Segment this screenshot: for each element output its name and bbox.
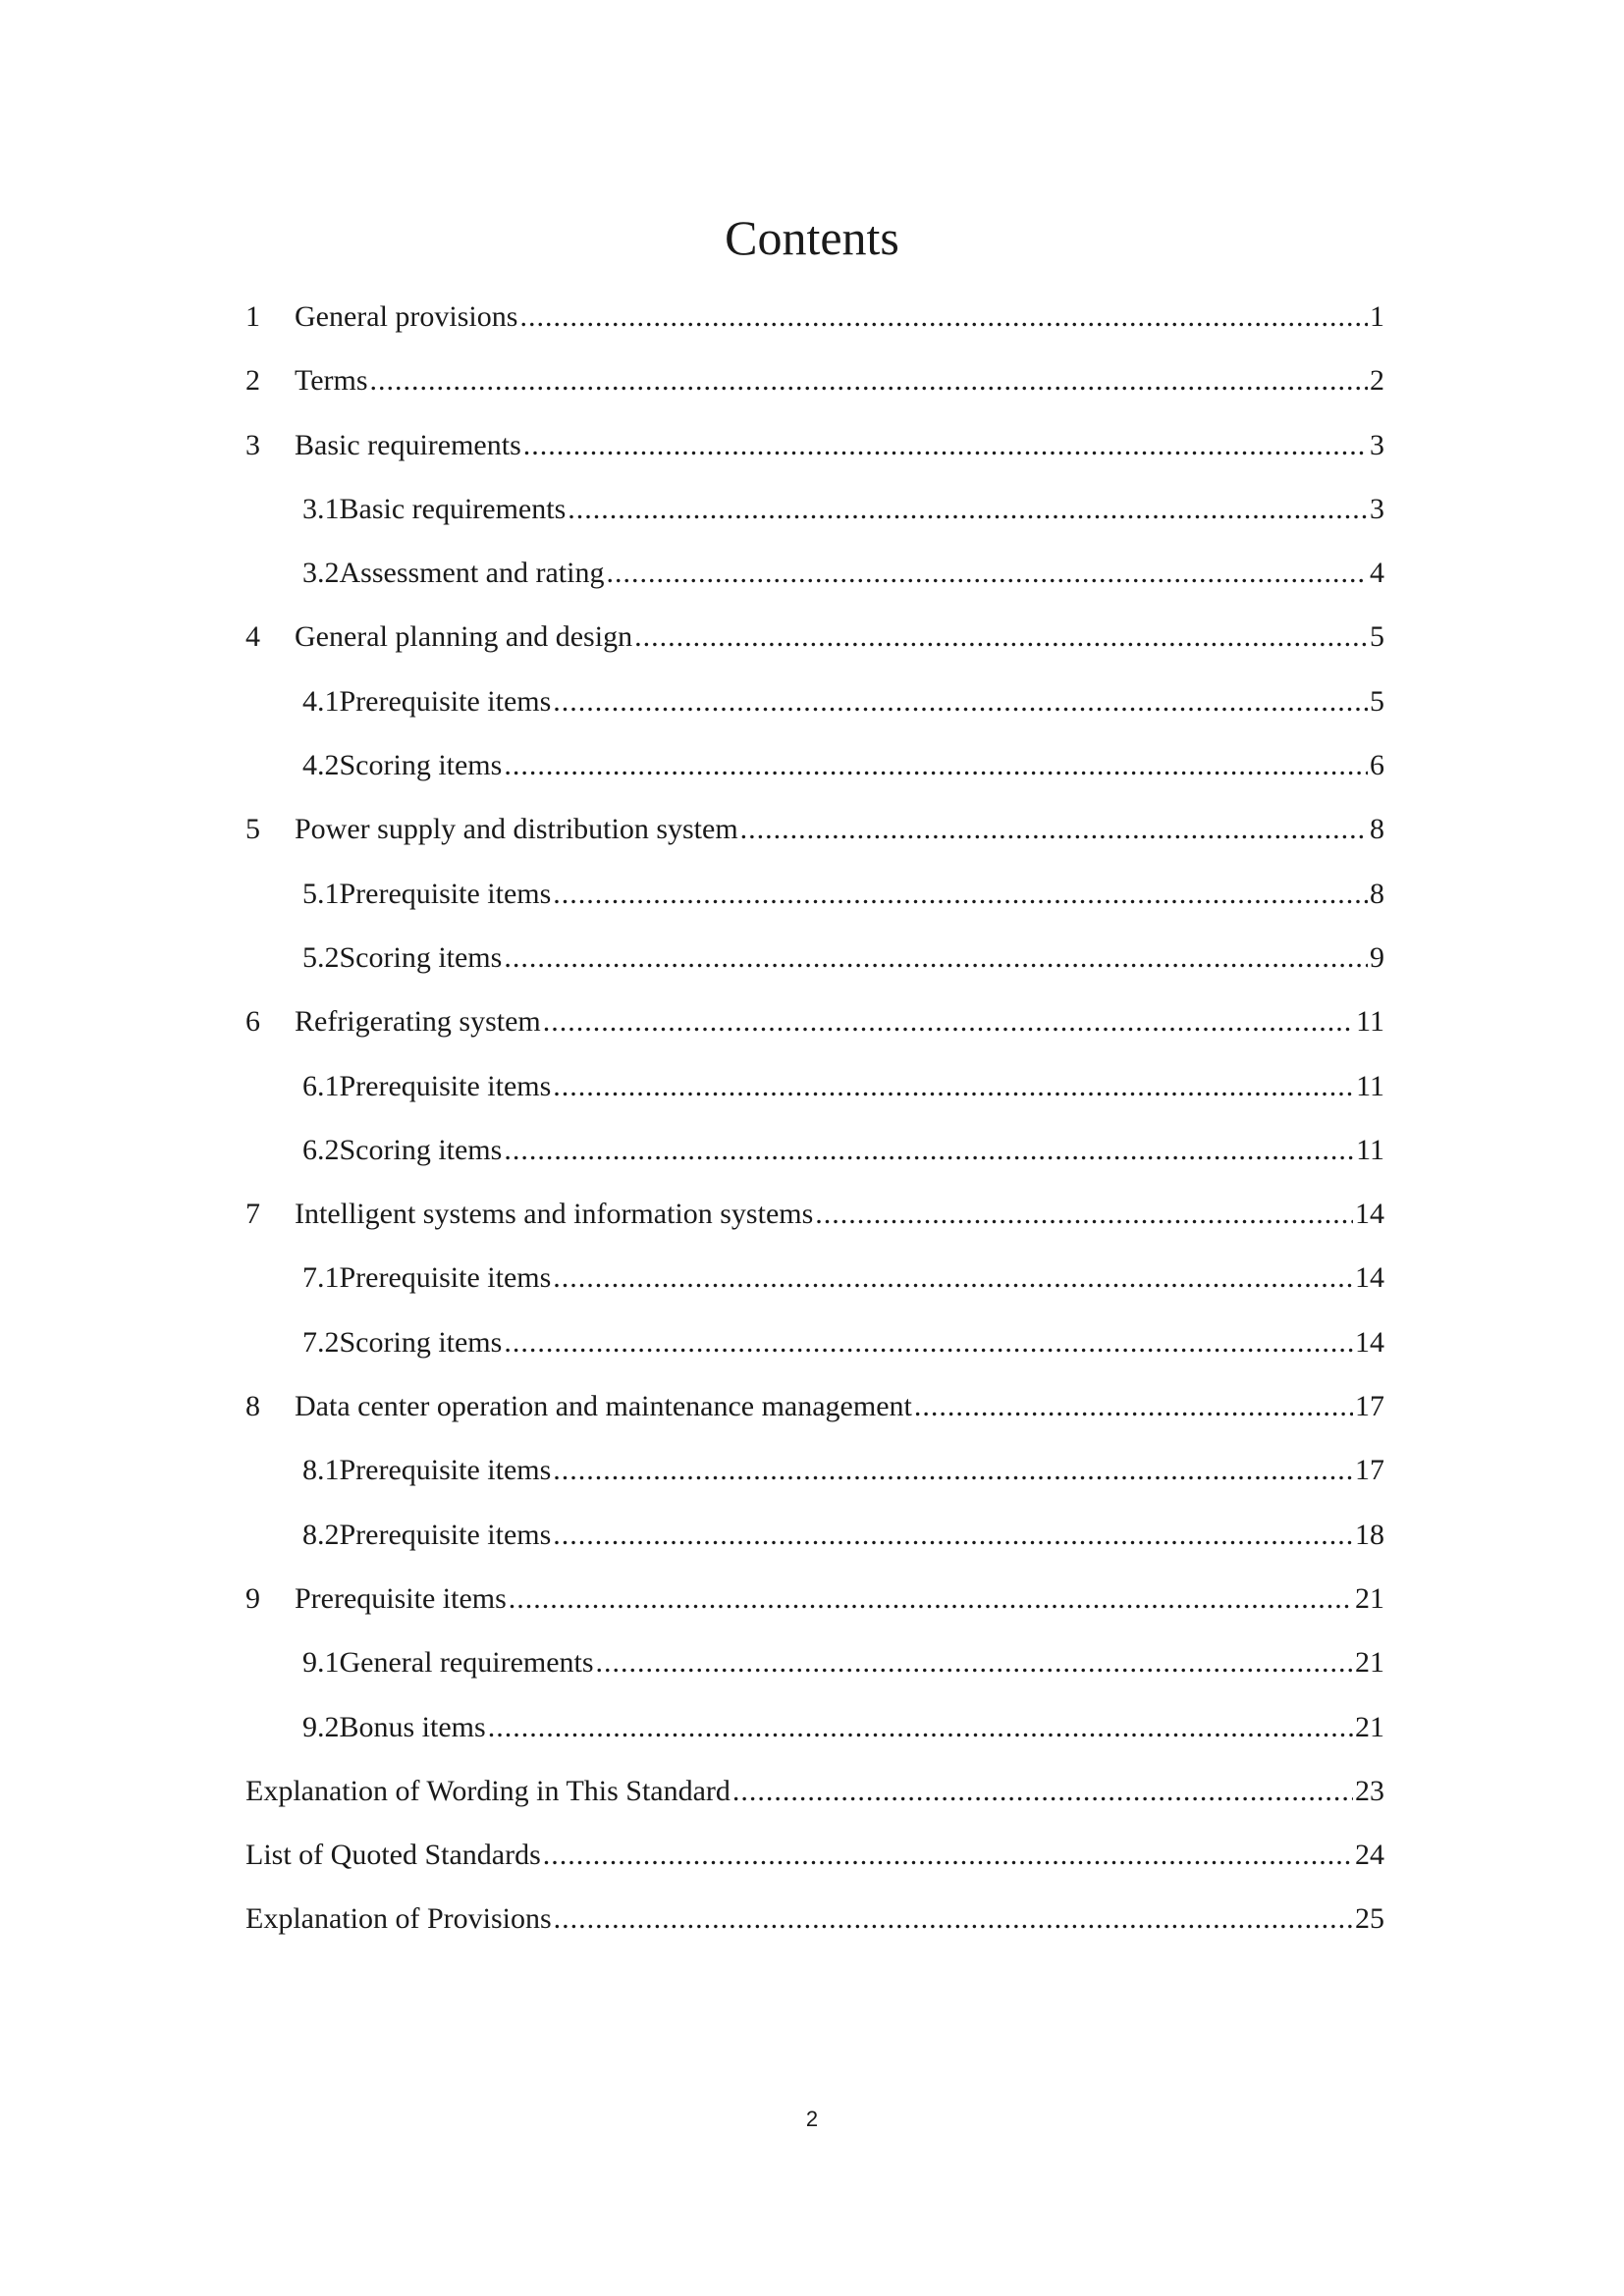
toc-entry-page-number: 9 <box>1370 940 1384 974</box>
toc-entry-number: 6.2 <box>302 1133 340 1166</box>
toc-entry-label: List of Quoted Standards <box>245 1839 541 1872</box>
toc-entry-page-number: 24 <box>1355 1839 1384 1872</box>
toc-entry-label: Scoring items <box>339 940 503 974</box>
toc-entry-page-number: 23 <box>1355 1774 1384 1807</box>
toc-subsection-entry[interactable] <box>245 1630 1384 1694</box>
toc-entry-label: Terms <box>295 364 368 398</box>
toc-entry-number: 9.1 <box>302 1646 340 1680</box>
toc-section-entry[interactable] <box>245 605 1384 668</box>
toc-section-entry[interactable] <box>245 1823 1384 1887</box>
toc-section-entry[interactable] <box>245 413 1384 477</box>
dot-leader <box>815 1182 1353 1246</box>
dot-leader <box>553 862 1368 926</box>
toc-entry-number: 8.1 <box>302 1454 340 1487</box>
toc-entry-label: General requirements <box>339 1646 594 1680</box>
toc-section-entry[interactable] <box>245 348 1384 412</box>
page-number: 2 <box>805 2107 819 2131</box>
toc-subsection-entry[interactable] <box>245 1695 1384 1759</box>
toc-entry-page-number: 21 <box>1355 1646 1384 1680</box>
toc-entry-label: Bonus items <box>339 1710 486 1743</box>
dot-leader <box>606 541 1368 605</box>
toc-entry-page-number: 21 <box>1355 1581 1384 1615</box>
toc-entry-number: 5.1 <box>302 877 340 910</box>
toc-entry-page-number: 17 <box>1355 1454 1384 1487</box>
toc-entry-page-number: 14 <box>1355 1325 1384 1359</box>
toc-entry-label: Scoring items <box>339 749 503 782</box>
dot-leader <box>504 733 1368 797</box>
toc-entry-page-number: 11 <box>1356 1005 1384 1039</box>
toc-entry-number: 5 <box>245 813 260 846</box>
toc-entry-page-number: 5 <box>1370 620 1384 654</box>
toc-subsection-entry[interactable] <box>245 1118 1384 1182</box>
dot-leader <box>914 1374 1353 1438</box>
dot-leader <box>504 926 1368 989</box>
page-title: Contents <box>725 210 899 265</box>
toc-entry-label: Prerequisite items <box>339 1069 552 1102</box>
toc-subsection-entry[interactable] <box>245 733 1384 797</box>
toc-subsection-entry[interactable] <box>245 669 1384 733</box>
toc-section-entry[interactable] <box>245 285 1384 348</box>
toc-section-entry[interactable] <box>245 1374 1384 1438</box>
toc-entry-page-number: 17 <box>1355 1390 1384 1423</box>
toc-entry-page-number: 1 <box>1370 300 1384 333</box>
toc-entry-label: Explanation of Provisions <box>245 1902 552 1936</box>
toc-subsection-entry[interactable] <box>245 1310 1384 1374</box>
toc-entry-label: General planning and design <box>295 620 633 654</box>
dot-leader <box>543 1823 1353 1887</box>
toc-section-entry[interactable] <box>245 1887 1384 1950</box>
toc-entry-number: 9.2 <box>302 1710 340 1743</box>
toc-entry-page-number: 11 <box>1356 1133 1384 1166</box>
toc-entry-label: Prerequisite items <box>339 1518 552 1551</box>
toc-section-entry[interactable] <box>245 797 1384 861</box>
toc-entry-page-number: 4 <box>1370 557 1384 590</box>
dot-leader <box>553 1054 1354 1118</box>
dot-leader <box>553 669 1368 733</box>
toc-entry-page-number: 8 <box>1370 877 1384 910</box>
toc-entry-page-number: 11 <box>1356 1069 1384 1102</box>
toc-subsection-entry[interactable] <box>245 926 1384 989</box>
toc-entry-number: 7 <box>245 1198 260 1231</box>
toc-section-entry[interactable] <box>245 1759 1384 1823</box>
toc-subsection-entry[interactable] <box>245 862 1384 926</box>
toc-entry-label: Assessment and rating <box>339 557 605 590</box>
dot-leader <box>370 348 1368 412</box>
toc-entry-number: 3.2 <box>302 557 340 590</box>
dot-leader <box>568 477 1368 541</box>
toc-entry-number: 4.2 <box>302 749 340 782</box>
toc-entry-label: General provisions <box>295 300 518 333</box>
dot-leader <box>554 1887 1353 1950</box>
toc-entry-number: 8.2 <box>302 1518 340 1551</box>
toc-entry-page-number: 3 <box>1370 492 1384 525</box>
toc-entry-label: Basic requirements <box>295 428 521 461</box>
toc-entry-label: Prerequisite items <box>295 1581 507 1615</box>
dot-leader <box>519 285 1368 348</box>
dot-leader <box>553 1246 1353 1309</box>
toc-entry-label: Prerequisite items <box>339 877 552 910</box>
dot-leader <box>553 1503 1353 1567</box>
toc-entry-page-number: 21 <box>1355 1710 1384 1743</box>
dot-leader <box>634 605 1368 668</box>
dot-leader <box>504 1118 1354 1182</box>
dot-leader <box>504 1310 1353 1374</box>
toc-section-entry[interactable] <box>245 989 1384 1053</box>
toc-entry-number: 1 <box>245 300 260 333</box>
toc-entry-label: Basic requirements <box>339 492 567 525</box>
toc-entry-page-number: 18 <box>1355 1518 1384 1551</box>
toc-entry-number: 3 <box>245 428 260 461</box>
toc-entry-page-number: 2 <box>1370 364 1384 398</box>
dot-leader <box>509 1567 1353 1630</box>
toc-entry-label: Refrigerating system <box>295 1005 541 1039</box>
toc-entry-page-number: 14 <box>1355 1198 1384 1231</box>
toc-entry-label: Power supply and distribution system <box>295 813 738 846</box>
toc-entry-number: 7.2 <box>302 1325 340 1359</box>
toc-entry-number: 2 <box>245 364 260 398</box>
toc-entry-number: 4 <box>245 620 260 654</box>
dot-leader <box>543 989 1354 1053</box>
table-of-contents <box>245 285 1384 1951</box>
toc-entry-label: Scoring items <box>339 1133 503 1166</box>
toc-subsection-entry[interactable] <box>245 1438 1384 1502</box>
toc-entry-page-number: 5 <box>1370 684 1384 718</box>
toc-entry-label: Intelligent systems and information systems <box>295 1198 814 1231</box>
toc-entry-number: 5.2 <box>302 940 340 974</box>
toc-subsection-entry[interactable] <box>245 1054 1384 1118</box>
dot-leader <box>488 1695 1353 1759</box>
toc-entry-number: 7.1 <box>302 1261 340 1295</box>
toc-subsection-entry[interactable] <box>245 541 1384 605</box>
dot-leader <box>553 1438 1353 1502</box>
dot-leader <box>523 413 1368 477</box>
toc-entry-number: 6.1 <box>302 1069 340 1102</box>
toc-subsection-entry[interactable] <box>245 1503 1384 1567</box>
toc-entry-label: Prerequisite items <box>339 1261 552 1295</box>
dot-leader <box>732 1759 1353 1823</box>
toc-entry-page-number: 25 <box>1355 1902 1384 1936</box>
dot-leader <box>596 1630 1353 1694</box>
toc-entry-label: Explanation of Wording in This Standard <box>245 1774 731 1807</box>
toc-entry-page-number: 14 <box>1355 1261 1384 1295</box>
toc-entry-label: Scoring items <box>339 1325 503 1359</box>
toc-entry-number: 3.1 <box>302 492 340 525</box>
toc-entry-label: Prerequisite items <box>339 1454 552 1487</box>
dot-leader <box>740 797 1368 861</box>
toc-subsection-entry[interactable] <box>245 477 1384 541</box>
toc-section-entry[interactable] <box>245 1182 1384 1246</box>
toc-entry-page-number: 6 <box>1370 749 1384 782</box>
toc-entry-number: 9 <box>245 1581 260 1615</box>
toc-entry-page-number: 8 <box>1370 813 1384 846</box>
toc-section-entry[interactable] <box>245 1567 1384 1630</box>
toc-entry-number: 8 <box>245 1390 260 1423</box>
toc-entry-number: 6 <box>245 1005 260 1039</box>
toc-entry-number: 4.1 <box>302 684 340 718</box>
toc-entry-label: Data center operation and maintenance management <box>295 1390 912 1423</box>
toc-entry-page-number: 3 <box>1370 428 1384 461</box>
toc-subsection-entry[interactable] <box>245 1246 1384 1309</box>
toc-entry-label: Prerequisite items <box>339 684 552 718</box>
